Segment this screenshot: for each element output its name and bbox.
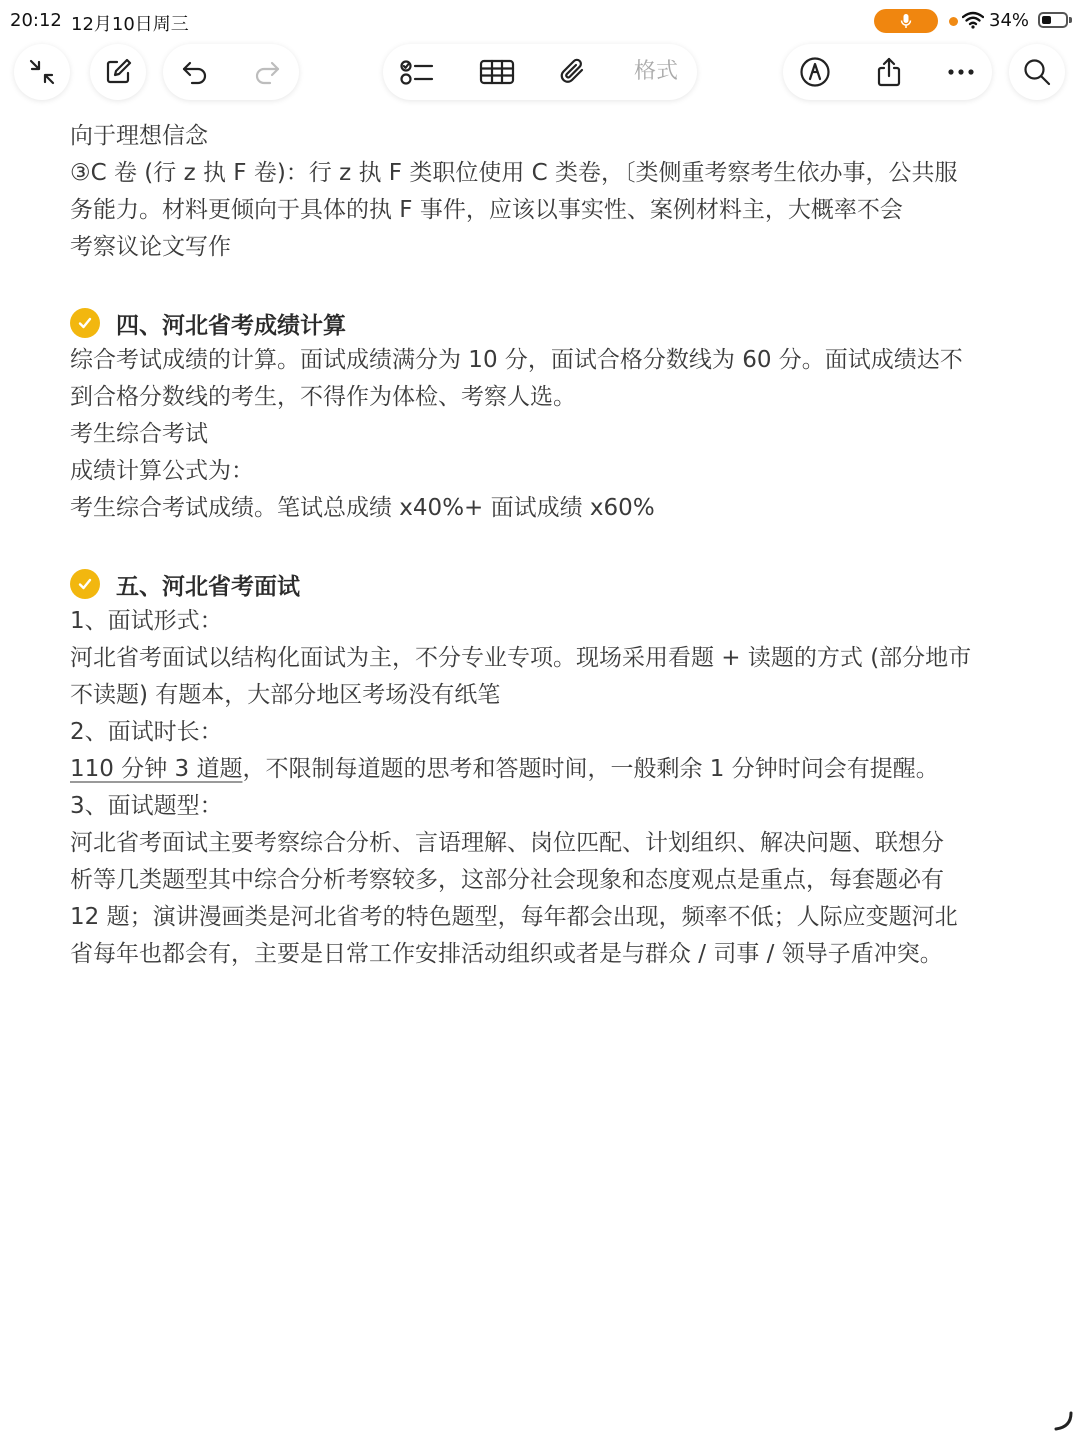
actions-toolbar — [783, 44, 992, 100]
text-line: 考生综合考试 — [70, 421, 208, 447]
microphone-indicator[interactable] — [874, 9, 938, 33]
collapse-button-container — [14, 44, 70, 100]
battery-icon — [1038, 12, 1068, 28]
share-button[interactable] — [861, 44, 917, 100]
section-heading-4 — [70, 304, 1030, 342]
section-heading-5 — [70, 565, 1030, 603]
table-icon — [479, 57, 515, 87]
checkmark-icon — [70, 308, 100, 338]
section-title: 五、河北省考面试 — [116, 573, 300, 600]
section-title: 四、河北省考成绩计算 — [116, 312, 346, 339]
search-icon — [1022, 57, 1052, 87]
more-icon — [946, 67, 976, 77]
more-button[interactable] — [933, 44, 989, 100]
search-button[interactable] — [1009, 44, 1065, 100]
text-line: 3、面试题型： — [70, 793, 223, 819]
resize-handle-icon[interactable] — [1052, 1410, 1074, 1432]
attachment-icon — [558, 57, 588, 87]
text-span: ，不限制每道题的思考和答题时间，一般剩余 1 分钟时问会有提醒。 — [242, 756, 939, 782]
share-icon — [874, 56, 904, 88]
text-line: 析等几类题型其中综合分析考察较多，这部分社会现象和态度观点是重点，每套题必有 — [70, 867, 944, 893]
text-line: 到合格分数线的考生，不得作为体检、考察人选。 — [70, 384, 576, 410]
text-line: 考生综合考试成绩。笔试总成绩 x40%+ 面试成绩 x60% — [70, 495, 655, 521]
text-line: 不读题) 有题本，大部分地区考场没有纸笔 — [70, 682, 501, 708]
compose-icon — [103, 57, 133, 87]
undo-button[interactable] — [167, 44, 223, 100]
undo-icon — [180, 57, 210, 87]
text-line: 向于理想信念 — [70, 123, 208, 149]
checklist-icon — [399, 57, 435, 87]
text-line: 河北省考面试主要考察综合分析、言语理解、岗位匹配、计划组织、解决问题、联想分 — [70, 830, 944, 856]
search-button-container — [1009, 44, 1065, 100]
battery-percent: 34% — [989, 10, 1030, 31]
compose-button-container — [90, 44, 146, 100]
format-button[interactable]: 格式 — [634, 59, 679, 84]
text-line-underlined — [70, 751, 1030, 788]
redo-icon — [252, 57, 282, 87]
text-line: 1、面试形式： — [70, 608, 223, 634]
microphone-icon — [900, 13, 912, 29]
recording-dot — [949, 17, 958, 26]
text-line: 成绩计算公式为： — [70, 458, 254, 484]
text-line: 省每年也都会有，主要是日常工作安排活动组织或者是与群众 / 司事 / 领导子盾冲突。 — [70, 941, 943, 967]
attachment-button[interactable] — [545, 44, 601, 100]
wifi-icon — [962, 11, 984, 29]
markup-pen-icon — [799, 56, 831, 88]
compose-button[interactable] — [90, 44, 146, 100]
status-date: 12月10日周三 — [71, 14, 189, 35]
text-line: 2、面试时长： — [70, 719, 223, 745]
redo-button[interactable] — [239, 44, 295, 100]
collapse-icon — [27, 57, 57, 87]
status-time: 20:12 — [10, 10, 62, 31]
table-button[interactable] — [469, 44, 525, 100]
note-body[interactable] — [70, 118, 1030, 973]
insert-toolbar — [383, 44, 697, 100]
text-line: ③C 卷 (行 z 执 F 卷)：行 z 执 F 类职位使用 C 类卷，〔类侧重考察考生依办事，公共服 — [70, 160, 958, 186]
underlined-text: 110 分钟 3 道题 — [70, 756, 243, 782]
text-line: 考察议论文写作 — [70, 234, 231, 260]
text-line: 12 题；演讲漫画类是河北省考的特色题型，每年都会出现，频率不低；人际应变题河北 — [70, 904, 958, 930]
text-line: 河北省考面试以结构化面试为主，不分专业专项。现场采用看题 + 读题的方式 (部分地市 — [70, 645, 972, 671]
checkmark-icon — [70, 569, 100, 599]
text-line: 务能力。材料更倾向于具体的执 F 事件，应该以事实性、案例材料主，大概率不会 — [70, 197, 903, 223]
undo-redo-group — [163, 44, 299, 100]
checklist-button[interactable] — [389, 44, 445, 100]
markup-button[interactable] — [787, 44, 843, 100]
collapse-button[interactable] — [14, 44, 70, 100]
text-line: 综合考试成绩的计算。面试成绩满分为 10 分，面试合格分数线为 60 分。面试成绩达不 — [70, 347, 963, 373]
status-bar — [0, 0, 1080, 40]
